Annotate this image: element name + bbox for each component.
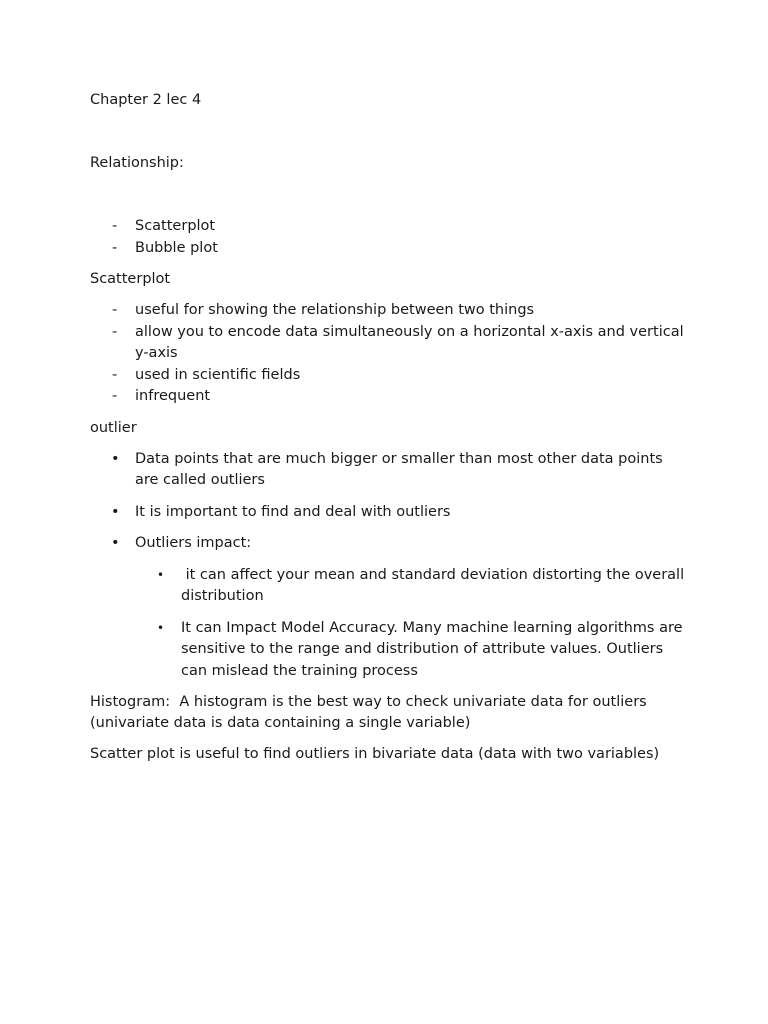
dash-marker: - [112,239,118,256]
scatterplot-list [90,300,690,408]
list-item [90,565,690,608]
list-item-text: infrequent [135,388,211,404]
list-item-text: it can affect your mean and standard deviation distorting the overall distribution [181,566,689,604]
document-page [90,90,690,765]
list-item [90,386,690,408]
dash-marker: - [112,323,118,340]
list-item [90,618,690,683]
list-item [90,365,690,387]
scatterplot-heading: Scatterplot [90,271,171,287]
spacer [90,174,690,216]
list-item [90,533,690,555]
list-item-text: It can Impact Model Accuracy. Many machine learning algorithms are sensitive to the range and distribution of attribute values. Outliers can mislead the training process [181,619,683,679]
dash-marker: - [112,302,118,318]
list-item [90,216,690,238]
list-item [90,238,690,260]
list-item-text: Data points that are much bigger or smaller than most other data points are called outliers [135,450,663,488]
list-item-text: useful for showing the relationship between two things [135,302,535,318]
bullet-marker: • [157,567,165,582]
list-item-text: Outliers impact: [135,535,252,551]
list-item-text: It is important to find and deal with outliers [135,503,451,520]
impact-list [90,565,690,683]
list-item-text: Bubble plot [135,239,218,256]
outlier-heading: outlier [90,419,137,436]
bullet-marker: • [111,535,120,551]
relationship-list [90,216,690,259]
dash-marker: - [112,388,118,404]
spacer [90,111,690,153]
histogram-paragraph: Histogram: A histogram is the best way to check univariate data for outliers (univariate data is data containing a single variable) [90,694,652,731]
list-item [90,502,690,524]
list-item-text: used in scientific fields [135,366,301,383]
list-item-text: Scatterplot [135,218,216,234]
page-title: Chapter 2 lec 4 [90,92,202,108]
list-item-text: allow you to encode data simultaneously on a horizontal x-axis and vertical y-axis [135,323,684,361]
list-item [90,300,690,322]
list-item [90,449,690,492]
bullet-marker: • [157,620,165,635]
list-item [90,322,690,365]
bullet-marker: • [111,450,120,467]
relationship-heading: Relationship: [90,155,184,171]
bullet-marker: • [111,503,120,520]
dash-marker: - [112,218,118,234]
outlier-list [90,449,690,555]
scatter-paragraph: Scatter plot is useful to find outliers in bivariate data (data with two variables) [90,746,660,762]
dash-marker: - [112,366,118,383]
